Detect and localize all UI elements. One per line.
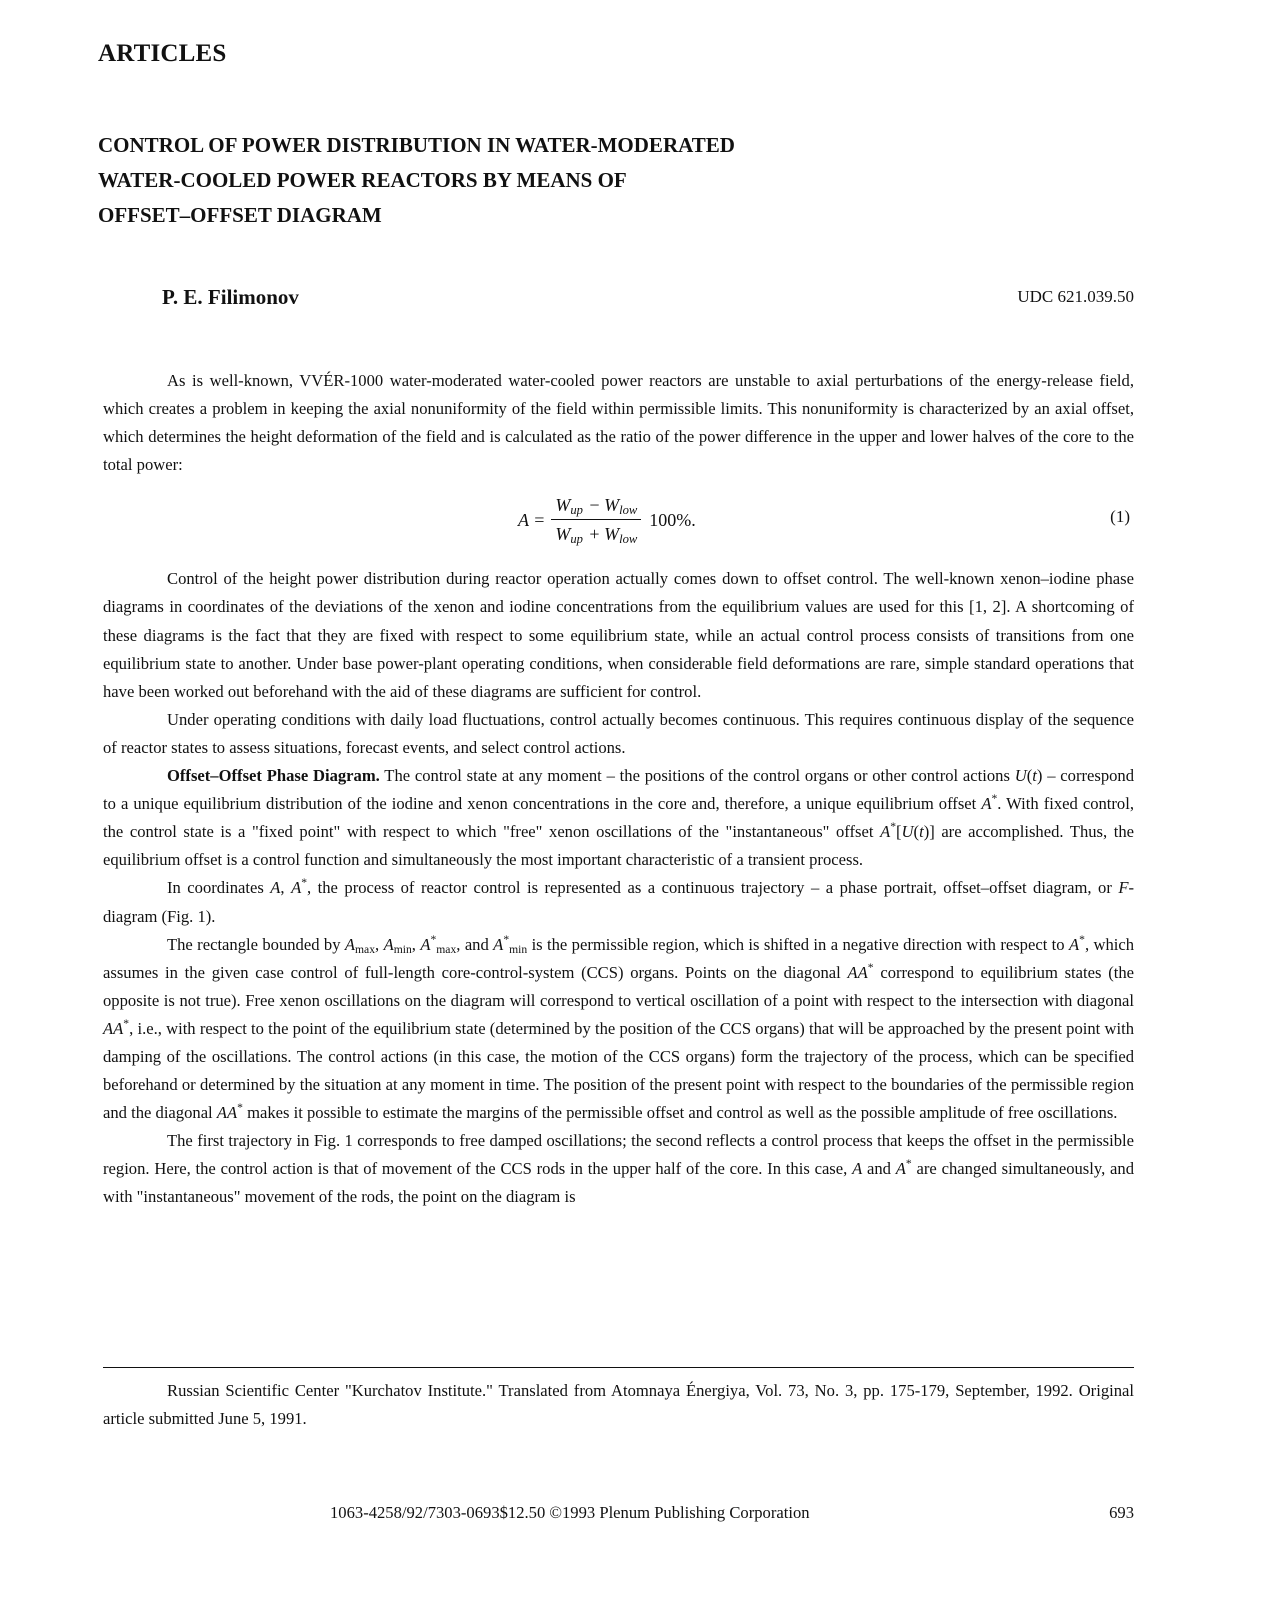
math-subscript: max <box>355 942 376 956</box>
equation-denominator <box>551 520 641 546</box>
equation-symbol: W <box>604 495 620 516</box>
paragraph-6: The rectangle bounded by $A_{max}$, $A_{min}$, $A^*_{max}$, and $A^*_{min}$ is the permissible region, which is shifted in a negative direction with respect to A*, which assumes in the given case control of full-length core-control-system (CCS) organs. Points on the diagonal AA* correspond to equilibrium states (the opposite is not true). Free xenon oscillations on the diagram will correspond to vertical oscillation of a point with respect to the intersection with diagonal AA*, i.e., with respect to the point of the equilibrium state (determined by the position of the CCS organs) that will be approached by the present point with damping of the oscillations. The control actions (in this case, the motion of the CCS organs) form the trajectory of the process, which can be specified beforehand or determined by the situation at any moment in time. The position of the present point with respect to the boundaries of the permissible region and the diagonal AA* makes it possible to estimate the margins of the permissible offset and control as well as the possible amplitude of free oscillations. <box>103 932 1135 1123</box>
text-run: and <box>862 1159 896 1179</box>
equation-symbol: W <box>555 495 571 516</box>
math-symbol: AA <box>103 1018 124 1038</box>
equation-operator: + <box>584 524 605 545</box>
math-symbol: F <box>1118 878 1129 898</box>
equation-rhs: 100%. <box>649 509 696 530</box>
paragraph-2: Control of the height power distribution during reactor operation actually comes down to offset control. The well-known xenon–iodine phase diagrams in coordinates of the deviations of the xenon and iodine concentrations from the equilibrium values are used for this [1, 2]. A shortcoming of these diagrams is the fact that they are fixed with respect to some equilibrium state, while an actual control process consists of transitions from one equilibrium state to another. Under base power-plant operating conditions, when considerable field deformations are rare, simple standard operations that have been worked out beforehand with the aid of these diagrams are sufficient for control. <box>103 569 1134 701</box>
equation-lhs: A = <box>518 509 546 530</box>
math-symbol: AA <box>847 962 868 982</box>
text-run: and <box>460 934 494 954</box>
math-symbol: A <box>291 878 302 898</box>
text-run: , which assumes in the given case control of full-length core-control-system (CCS) organs. Points on the diagonal <box>103 934 1135 982</box>
text-run: , the process of reactor control is represented as a continuous trajectory – a phase portrait, offset–offset diagram, or <box>307 878 1119 898</box>
equation-fraction <box>551 493 641 546</box>
math-symbol: A <box>981 794 992 814</box>
math-symbol: A <box>852 1159 863 1179</box>
math-symbol: A <box>895 1159 906 1179</box>
text-run: , i.e., with respect to the point of the equilibrium state (determined by the position of the CCS organs) that will be approached by the present point with damping of the oscillations. The control actions (in this case, the motion of the CCS organs) form the trajectory of the process, which can be specified beforehand or determined by the situation at any moment in time. The position of the present point with respect to the boundaries of the permissible region and the diagonal <box>103 1018 1134 1123</box>
paragraph-3: Under operating conditions with daily load fluctuations, control actually becomes continuous. This requires continuous display of the sequence of reactor states to assess situations, forecast events, and select control actions. <box>103 709 1134 757</box>
text-run: The first trajectory in Fig. 1 corresponds to free damped oscillations; the second reflects a control process that keeps the offset in the permissible region. Here, the control action is that of movement of the CCS rods in the upper half of the core. In this case, <box>103 1131 1134 1179</box>
math-superscript: * <box>503 932 510 946</box>
math-superscript: * <box>123 1016 130 1030</box>
math-symbol: A <box>880 822 891 842</box>
math-symbol: t <box>1032 766 1037 786</box>
math-subscript: max <box>436 942 457 956</box>
section-heading: ARTICLES <box>98 40 227 67</box>
text-run: makes it possible to estimate the margins of the permissible offset and control as well as the possible amplitude of free oscillations. <box>242 1103 1118 1123</box>
udc-code: UDC 621.039.50 <box>1017 287 1134 306</box>
title-line: WATER-COOLED POWER REACTORS BY MEANS OF <box>98 168 627 192</box>
text-run: ] are accomplished. Thus, the equilibrium offset is a control function and simultaneously the most important characteristic of a transient process. <box>103 822 1134 870</box>
paragraph-1: As is well-known, VVÉR-1000 water-moderated water-cooled power reactors are unstable to axial perturbations of the energy-release field, which creates a problem in keeping the axial nonuniformity of the field within permissible limits. This nonuniformity is characterized by an axial offset, which determines the height deformation of the field and is calculated as the ratio of the power difference in the upper and lower halves of the core to the total power: <box>103 371 1134 475</box>
math-superscript: * <box>430 932 437 946</box>
math-superscript: * <box>867 960 874 974</box>
paragraph-5: In coordinates A, A*, the process of reactor control is represented as a continuous trajectory – a phase portrait, offset–offset diagram, or F-diagram (Fig. 1). <box>103 876 1135 926</box>
article-body <box>103 367 1134 1212</box>
equation-subscript: up <box>570 503 583 518</box>
text-run: . With fixed control, the control state is a "fixed point" with respect to which "free" xenon oscillations of the "instantaneous" offset <box>103 794 1134 842</box>
equation-operator: − <box>584 495 605 516</box>
text-run: is the permissible region, which is shifted in a negative direction with respect to <box>527 934 1069 954</box>
text-run: correspond to equilibrium states (the opposite is not true). Free xenon oscillations on the diagram will correspond to vertical oscillation of a point with respect to the intersection with diagonal <box>103 962 1135 1010</box>
math-superscript: * <box>237 1101 243 1115</box>
footnote-divider <box>103 1367 1134 1368</box>
math-symbol: U <box>1014 766 1027 786</box>
section-subheading: Offset–Offset Phase Diagram. <box>167 766 380 786</box>
text-run: – correspond to a unique equilibrium distribution of the iodine and xenon concentrations in the core and, therefore, a unique equilibrium offset <box>103 766 1135 814</box>
offset-formula <box>518 493 696 546</box>
math-symbol: A <box>270 878 281 898</box>
math-subscript: min <box>509 942 528 956</box>
equation-subscript: low <box>619 532 638 547</box>
math-symbol: t <box>919 822 924 842</box>
math-superscript: * <box>991 792 998 806</box>
math-symbol: A <box>420 934 431 954</box>
equation-number: (1) <box>1110 507 1130 527</box>
math-symbol: AA <box>216 1103 238 1123</box>
equation-numerator <box>551 493 641 520</box>
footnote-text: Russian Scientific Center "Kurchatov Institute." Translated from Atomnaya Énergiya, Vol. 73, No. 3, pp. 175-179, September, 1992. Original article submitted June 5, 1991. <box>103 1381 1134 1428</box>
math-superscript: * <box>890 820 897 834</box>
paragraph-7 <box>103 1127 1134 1211</box>
title-line: OFFSET–OFFSET DIAGRAM <box>98 203 382 227</box>
equation-1 <box>103 485 1134 559</box>
equation-symbol: W <box>604 524 620 545</box>
math-symbol: U <box>901 822 914 842</box>
text-run: The rectangle bounded by <box>167 934 345 954</box>
math-superscript: * <box>905 1157 912 1171</box>
math-symbol: A <box>383 934 394 954</box>
title-line: CONTROL OF POWER DISTRIBUTION IN WATER-MODERATED <box>98 133 735 157</box>
equation-symbol: W <box>555 524 571 545</box>
page-number: 693 <box>1109 1503 1134 1522</box>
text-run: -diagram (Fig. 1). <box>103 878 1135 926</box>
math-symbol: A <box>344 934 356 954</box>
math-superscript: * <box>301 876 308 890</box>
math-superscript: * <box>1079 932 1085 946</box>
author-name: P. E. Filimonov <box>162 285 299 309</box>
paragraph-4: Offset–Offset Phase Diagram. The control state at any moment – the positions of the control organs or other control actions U(t) – correspond to a unique equilibrium distribution of the iodine and xenon concentrations in the core and, therefore, a unique equilibrium offset A*. With fixed control, the control state is a "fixed point" with respect to which "free" xenon oscillations of the "instantaneous" offset A*[U(t)] are accomplished. Thus, the equilibrium offset is a control function and simultaneously the most important characteristic of a transient process. <box>103 766 1135 870</box>
math-symbol: A <box>493 934 504 954</box>
text-run: In coordinates <box>167 878 271 898</box>
math-symbol: A <box>1068 934 1080 954</box>
math-subscript: min <box>393 942 412 956</box>
article-title <box>98 128 858 233</box>
equation-subscript: low <box>619 503 638 518</box>
copyright-line: 1063-4258/92/7303-0693$12.50 ©1993 Plenum Publishing Corporation <box>330 1503 810 1522</box>
equation-subscript: up <box>570 532 583 547</box>
footnote <box>103 1377 1134 1433</box>
text-run: The control state at any moment – the positions of the control organs or other control actions <box>379 766 1015 786</box>
text-run: are changed simultaneously, and with "instantaneous" movement of the rods, the point on the diagram is <box>103 1159 1134 1207</box>
